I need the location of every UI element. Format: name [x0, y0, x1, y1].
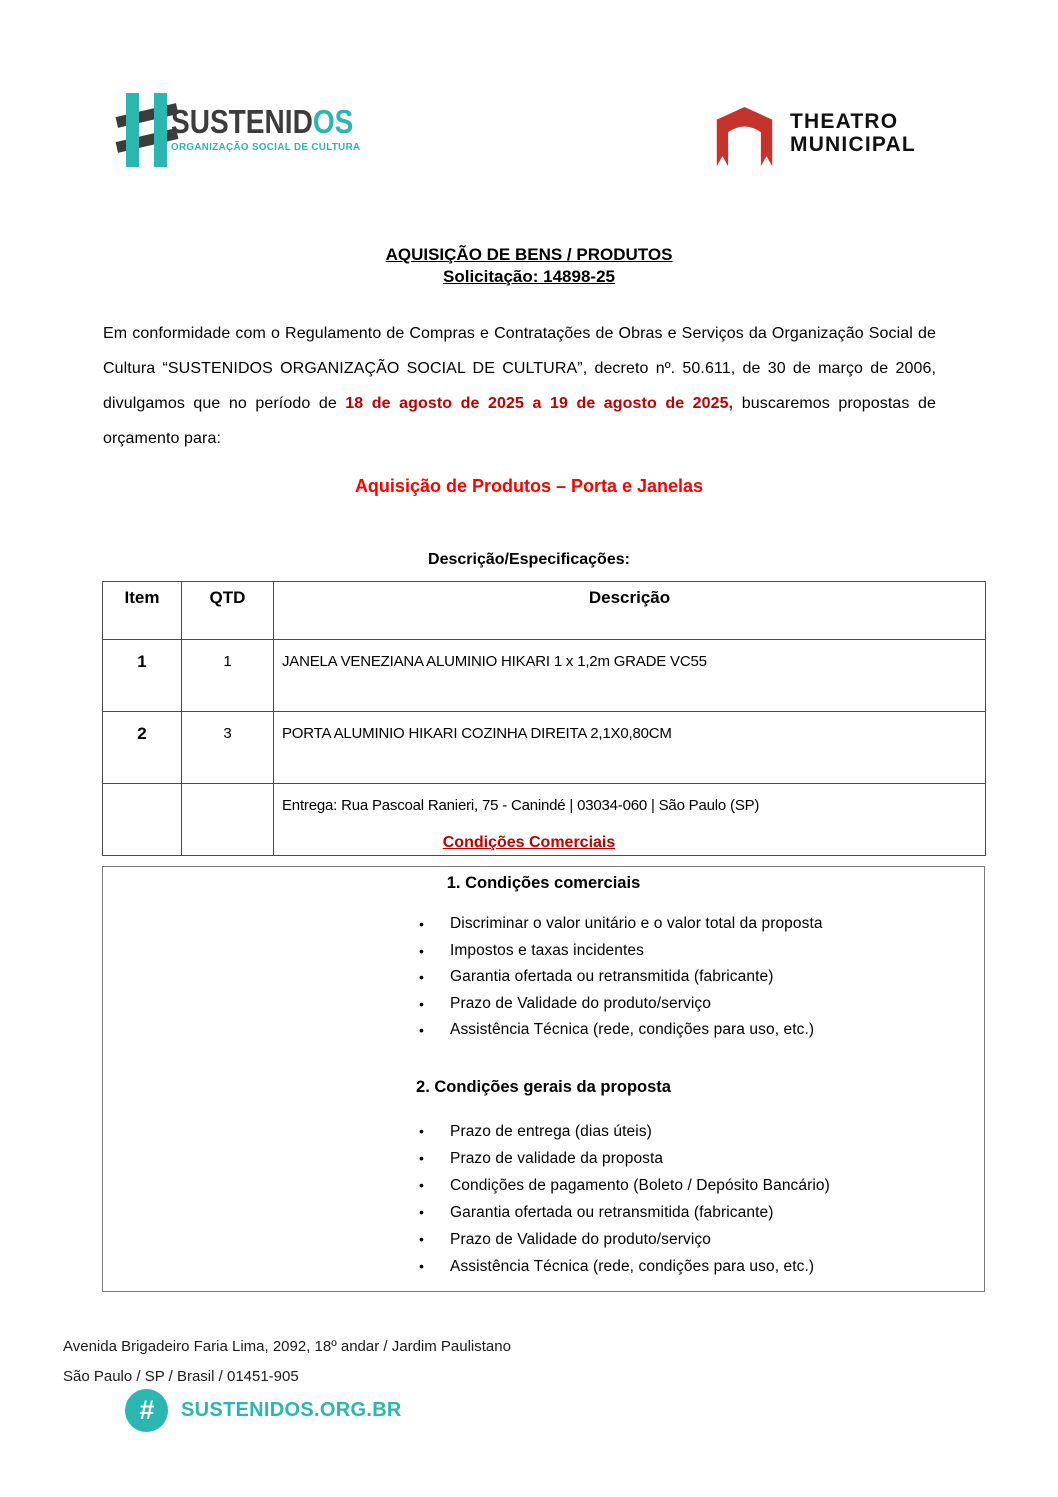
theatro-line2: MUNICIPAL	[790, 132, 916, 156]
cell-item-2: 2	[103, 712, 182, 784]
list-item-text: • Prazo de Validade do produto/serviço	[450, 994, 711, 1012]
sustenidos-wordmark	[171, 105, 386, 153]
title-line1: AQUISIÇÃO DE BENS / PRODUTOS	[385, 245, 673, 264]
hashtag-bar	[116, 128, 179, 153]
list-item	[419, 1199, 979, 1226]
theatro-municipal-logo	[713, 101, 973, 173]
hashtag-icon	[118, 93, 176, 168]
list-item-text: • Assistência Técnica (rede, condições para uso, etc.)	[450, 1258, 815, 1275]
list-item	[419, 1017, 979, 1044]
col-header-item: Item	[103, 582, 182, 640]
table-row	[103, 712, 986, 784]
hashtag-glyph: #	[138, 1395, 155, 1425]
list-item	[419, 964, 979, 991]
theatro-wordmark	[790, 111, 916, 156]
footer-logo	[125, 1389, 402, 1432]
footer-address-line2: São Paulo / SP / Brasil / 01451-905	[63, 1368, 299, 1385]
cell-delivery-address: Entrega: Rua Pascoal Ranieri, 75 - Canindé | 03034-060 | São Paulo (SP)	[274, 784, 986, 856]
cell-qtd-1: 1	[182, 640, 274, 712]
sustenidos-word-dark: SUSTENID	[171, 103, 313, 140]
title-line2: Solicitação: 14898-25	[443, 267, 615, 286]
table-row	[103, 640, 986, 712]
intro-paragraph	[103, 316, 936, 456]
footer-address	[63, 1332, 511, 1392]
list-item-text: • Discriminar o valor unitário e o valor total da proposta	[450, 915, 823, 932]
theatro-arch-icon	[713, 103, 776, 169]
sustenidos-wordmark-text	[171, 105, 353, 138]
conditions-section1-title: 1. Condições comerciais	[446, 874, 641, 892]
list-item-text: • Garantia ofertada ou retransmitida (fabricante)	[450, 1204, 774, 1221]
sustenidos-subtitle: ORGANIZAÇÃO SOCIAL DE CULTURA	[171, 141, 361, 153]
sustenidos-word-teal: OS	[312, 103, 354, 140]
document-title	[0, 244, 1058, 288]
col-header-descricao: Descrição	[274, 582, 986, 640]
intro-text-end: buscaremos propostas de orçamento para:	[103, 395, 936, 447]
intro-text-start: Em conformidade com o Regulamento de Compras e Contratações de Obras e Serviços da Organização Social de Cultura “SUSTENIDOS ORGANIZAÇÃO SOCIAL DE CULTURA”, decreto nº. 50.611, de 30 de março de 2006, divulgamos que no período de	[103, 325, 936, 412]
conditions-section1-list	[419, 911, 979, 1044]
hashtag-bar	[154, 93, 167, 167]
product-heading: Aquisição de Produtos – Porta e Janelas	[354, 476, 704, 496]
list-item	[419, 991, 979, 1018]
footer-address-line1: Avenida Brigadeiro Faria Lima, 2092, 18º andar / Jardim Paulistano	[63, 1338, 511, 1355]
conditions-section2-list	[419, 1118, 979, 1280]
list-item	[419, 1118, 979, 1145]
hashtag-bar	[116, 103, 179, 128]
hashtag-bar	[126, 93, 139, 167]
list-item-text: • Assistência Técnica (rede, condições para uso, etc.)	[450, 1021, 815, 1038]
theatro-line1: THEATRO	[790, 110, 899, 133]
intro-date-range: 18 de agosto de 2025 a 19 de agosto de 2025,	[345, 395, 734, 412]
list-item-text: • Prazo de entrega (dias úteis)	[450, 1123, 652, 1140]
list-item-text: • Garantia ofertada ou retransmitida (fabricante)	[450, 968, 774, 985]
list-item	[419, 1172, 979, 1199]
hashtag-circle-icon	[125, 1389, 168, 1432]
list-item	[419, 911, 979, 938]
list-item	[419, 1145, 979, 1172]
cell-descricao-1: JANELA VENEZIANA ALUMINIO HIKARI 1 x 1,2m GRADE VC55	[274, 640, 986, 712]
cell-qtd-2: 3	[182, 712, 274, 784]
conditions-box	[102, 866, 985, 1292]
conditions-section2-title: 2. Condições gerais da proposta	[416, 1078, 671, 1096]
list-item-text: • Prazo de validade da proposta	[450, 1150, 664, 1167]
table-header-row	[103, 582, 986, 640]
list-item-text: • Prazo de Validade do produto/serviço	[450, 1231, 711, 1248]
cell-item-1: 1	[103, 640, 182, 712]
cell-descricao-2: PORTA ALUMINIO HIKARI COZINHA DIREITA 2,1X0,80CM	[274, 712, 986, 784]
list-item	[419, 1253, 979, 1280]
sustenidos-logo	[110, 93, 410, 173]
list-item	[419, 1226, 979, 1253]
list-item-text: • Impostos e taxas incidentes	[450, 941, 644, 959]
col-header-qtd: QTD	[182, 582, 274, 640]
footer-site-url: SUSTENIDOS.ORG.BR	[181, 1399, 402, 1421]
list-item-text: • Condições de pagamento (Boleto / Depósito Bancário)	[450, 1177, 830, 1194]
conditions-heading: Condições Comerciais	[442, 834, 616, 851]
list-item	[419, 938, 979, 965]
specs-heading: Descrição/Especificações:	[428, 551, 630, 568]
items-table	[102, 581, 985, 856]
